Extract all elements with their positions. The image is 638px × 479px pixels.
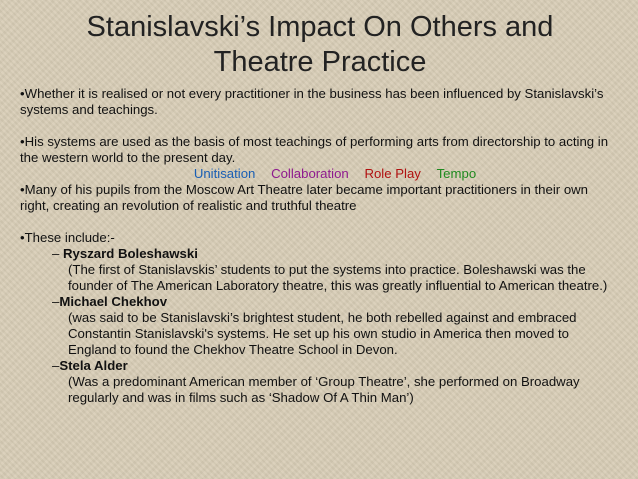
slide-title: Stanislavski’s Impact On Others and Theatre Practice [86,11,554,78]
keyword-collaboration: Collaboration [271,166,349,181]
practitioner-desc-boleshawski: (The first of Stanislavskis’ students to put the systems into practice. Boleshawski was the founder of The American Laboratory theatre, this was greatly influential to American theatre.) [68,262,608,293]
practitioner-name-boleshawski [20,246,620,262]
slide-body [20,86,620,406]
practitioner-name: Michael Chekhov [59,294,168,309]
dash: – [52,358,60,373]
practitioner-name-alder [20,358,620,374]
keyword-tempo: Tempo [436,166,477,181]
bullet-pupils: •Many of his pupils from the Moscow Art Theatre later became important practitioners in their own right, creating an revolution of realistic and truthful theatre [20,182,589,213]
dash: – [52,246,63,261]
practitioner-desc-chekhov: (was said to be Stanislavski’s brightest student, he both rebelled against and embraced Constantin Stanislavski's systems. He set up his own studio in America then moved to England to found the Chekhov Theatre School in Devon. [68,310,577,357]
bullet-these-include: •These include:- [20,230,115,245]
keyword-role-play: Role Play [364,166,421,181]
keyword-row [20,166,620,182]
bullet-influence: •Whether it is realised or not every practitioner in the business has been influenced by Stanislavski’s systems and teachings. [20,86,604,117]
practitioner-desc-alder: (Was a predominant American member of ‘Group Theatre’, she performed on Broadway regularly and was in films such as ‘Shadow Of A Thin Man’) [68,374,580,405]
practitioner-name: Stela Alder [59,358,128,373]
dash: – [52,294,60,309]
practitioner-name: Ryszard Boleshawski [63,246,198,261]
keyword-unitisation: Unitisation [193,166,256,181]
practitioner-name-chekhov [20,294,620,310]
bullet-systems: •His systems are used as the basis of most teachings of performing arts from directorship to acting in the western world to the present day. [20,134,609,165]
